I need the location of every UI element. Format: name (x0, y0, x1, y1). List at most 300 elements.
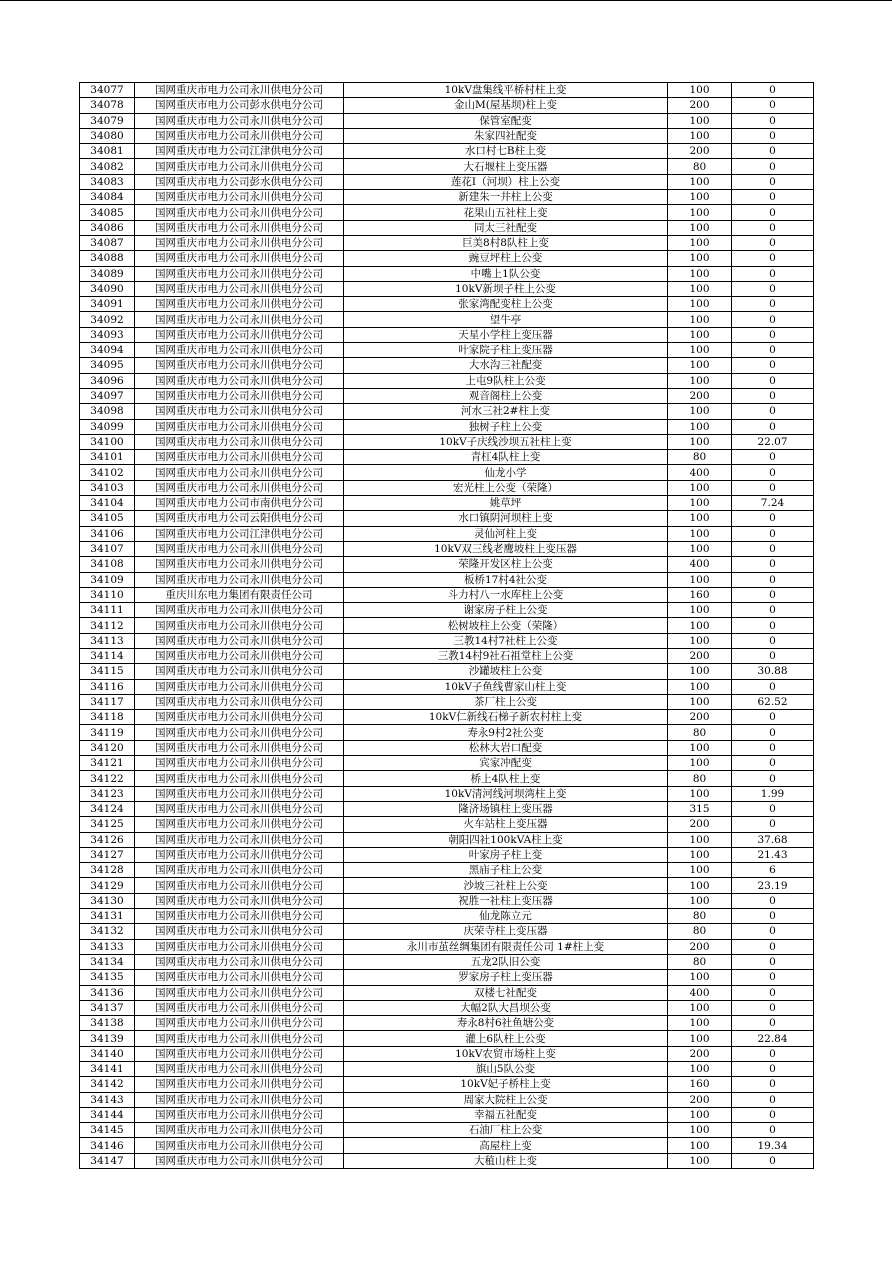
table-row (80, 633, 814, 648)
value-cell: 0 (732, 939, 814, 954)
company-cell: 国网重庆市电力公司永川供电分公司 (135, 1138, 344, 1153)
company-cell: 国网重庆市电力公司永川供电分公司 (135, 786, 344, 801)
value-cell: 6 (732, 863, 814, 878)
capacity-cell: 100 (668, 878, 732, 893)
transformer-name-cell: 石油厂柱上公变 (344, 1123, 668, 1138)
table-row (80, 985, 814, 1000)
capacity-cell: 80 (668, 954, 732, 969)
value-cell: 22.84 (732, 1031, 814, 1046)
value-cell: 0 (732, 1077, 814, 1092)
transformer-name-cell: 中嘴上1队公变 (344, 266, 668, 281)
transformer-name-cell: 罗家房子柱上变压器 (344, 970, 668, 985)
value-cell: 0 (732, 144, 814, 159)
table-row (80, 618, 814, 633)
capacity-cell: 100 (668, 603, 732, 618)
value-cell: 23.19 (732, 878, 814, 893)
value-cell: 0 (732, 327, 814, 342)
capacity-cell: 100 (668, 1138, 732, 1153)
company-cell: 国网重庆市电力公司永川供电分公司 (135, 970, 344, 985)
company-cell: 国网重庆市电力公司永川供电分公司 (135, 939, 344, 954)
table-row (80, 159, 814, 174)
value-cell: 0 (732, 1000, 814, 1015)
table-row (80, 1077, 814, 1092)
value-cell: 37.68 (732, 832, 814, 847)
capacity-cell: 100 (668, 266, 732, 281)
company-cell: 国网重庆市电力公司永川供电分公司 (135, 450, 344, 465)
row-id-cell: 34123 (80, 786, 135, 801)
table-row (80, 893, 814, 908)
table-row (80, 725, 814, 740)
row-id-cell: 34109 (80, 572, 135, 587)
transformer-name-cell: 10kV清河线河坝湾柱上变 (344, 786, 668, 801)
row-id-cell: 34077 (80, 83, 135, 98)
table-row (80, 235, 814, 250)
row-id-cell: 34135 (80, 970, 135, 985)
table-row (80, 220, 814, 235)
transformer-name-cell: 10kV子鱼线曹家山柱上变 (344, 679, 668, 694)
capacity-cell: 100 (668, 511, 732, 526)
capacity-cell: 100 (668, 251, 732, 266)
capacity-cell: 100 (668, 893, 732, 908)
transformer-name-cell: 幸福五社配变 (344, 1107, 668, 1122)
value-cell: 0 (732, 710, 814, 725)
capacity-cell: 100 (668, 83, 732, 98)
transformer-name-cell: 黑庙子柱上公变 (344, 863, 668, 878)
capacity-cell: 100 (668, 863, 732, 878)
table-row (80, 373, 814, 388)
value-cell: 0 (732, 817, 814, 832)
transformer-name-cell: 新建朱一井柱上公变 (344, 190, 668, 205)
value-cell: 0 (732, 801, 814, 816)
row-id-cell: 34121 (80, 756, 135, 771)
company-cell: 国网重庆市电力公司永川供电分公司 (135, 756, 344, 771)
value-cell: 0 (732, 557, 814, 572)
table-row (80, 113, 814, 128)
company-cell: 国网重庆市电力公司永川供电分公司 (135, 633, 344, 648)
transformer-name-cell: 旗山5队公变 (344, 1062, 668, 1077)
company-cell: 国网重庆市电力公司永川供电分公司 (135, 603, 344, 618)
capacity-cell: 80 (668, 924, 732, 939)
company-cell: 国网重庆市电力公司永川供电分公司 (135, 954, 344, 969)
transformer-name-cell: 庆荣寺柱上变压器 (344, 924, 668, 939)
company-cell: 国网重庆市电力公司彭水供电分公司 (135, 174, 344, 189)
value-cell: 0 (732, 756, 814, 771)
capacity-cell: 200 (668, 1092, 732, 1107)
value-cell: 0 (732, 633, 814, 648)
row-id-cell: 34130 (80, 893, 135, 908)
company-cell: 国网重庆市电力公司永川供电分公司 (135, 557, 344, 572)
company-cell: 国网重庆市电力公司永川供电分公司 (135, 817, 344, 832)
company-cell: 国网重庆市电力公司永川供电分公司 (135, 541, 344, 556)
transformer-name-cell: 水口镇阴河坝柱上变 (344, 511, 668, 526)
transformer-name-cell: 灵仙河柱上变 (344, 526, 668, 541)
value-cell: 0 (732, 465, 814, 480)
transformer-name-cell: 10kV双三线老鹰坡柱上变压器 (344, 541, 668, 556)
row-id-cell: 34111 (80, 603, 135, 618)
company-cell: 国网重庆市电力公司永川供电分公司 (135, 343, 344, 358)
capacity-cell: 100 (668, 832, 732, 847)
table-row (80, 572, 814, 587)
table-row (80, 603, 814, 618)
table-row (80, 434, 814, 449)
company-cell: 国网重庆市电力公司永川供电分公司 (135, 878, 344, 893)
transformer-name-cell: 河水三社2#柱上变 (344, 404, 668, 419)
transformer-name-cell: 观音阁柱上公变 (344, 388, 668, 403)
transformer-name-cell: 水口村七B柱上变 (344, 144, 668, 159)
capacity-cell: 80 (668, 159, 732, 174)
table-row (80, 83, 814, 98)
row-id-cell: 34080 (80, 128, 135, 143)
table-row (80, 174, 814, 189)
capacity-cell: 100 (668, 541, 732, 556)
transformer-name-cell: 10kV子庆线沙坝五社柱上变 (344, 434, 668, 449)
company-cell: 国网重庆市电力公司永川供电分公司 (135, 434, 344, 449)
company-cell: 国网重庆市电力公司永川供电分公司 (135, 373, 344, 388)
company-cell: 国网重庆市电力公司永川供电分公司 (135, 740, 344, 755)
table-row (80, 205, 814, 220)
value-cell: 0 (732, 343, 814, 358)
value-cell: 0 (732, 358, 814, 373)
company-cell: 国网重庆市电力公司永川供电分公司 (135, 664, 344, 679)
transformer-name-cell: 板桥17村4社公变 (344, 572, 668, 587)
transformer-name-cell: 大石堰柱上变压器 (344, 159, 668, 174)
capacity-cell: 100 (668, 970, 732, 985)
row-id-cell: 34085 (80, 205, 135, 220)
company-cell: 国网重庆市电力公司永川供电分公司 (135, 1046, 344, 1061)
company-cell: 国网重庆市电力公司永川供电分公司 (135, 924, 344, 939)
table-row (80, 541, 814, 556)
value-cell: 0 (732, 909, 814, 924)
value-cell: 0 (732, 572, 814, 587)
company-cell: 国网重庆市电力公司永川供电分公司 (135, 909, 344, 924)
transformer-name-cell: 10kV妃子桥柱上变 (344, 1077, 668, 1092)
value-cell: 19.34 (732, 1138, 814, 1153)
capacity-cell: 315 (668, 801, 732, 816)
company-cell: 国网重庆市电力公司永川供电分公司 (135, 480, 344, 495)
company-cell: 国网重庆市电力公司永川供电分公司 (135, 465, 344, 480)
capacity-cell: 200 (668, 817, 732, 832)
company-cell: 国网重庆市电力公司永川供电分公司 (135, 985, 344, 1000)
capacity-cell: 80 (668, 909, 732, 924)
capacity-cell: 100 (668, 1016, 732, 1031)
row-id-cell: 34136 (80, 985, 135, 1000)
capacity-cell: 100 (668, 128, 732, 143)
value-cell: 0 (732, 419, 814, 434)
value-cell: 0 (732, 725, 814, 740)
capacity-cell: 400 (668, 985, 732, 1000)
row-id-cell: 34117 (80, 694, 135, 709)
row-id-cell: 34095 (80, 358, 135, 373)
company-cell: 国网重庆市电力公司永川供电分公司 (135, 404, 344, 419)
table-row (80, 771, 814, 786)
row-id-cell: 34082 (80, 159, 135, 174)
value-cell: 0 (732, 480, 814, 495)
table-row (80, 465, 814, 480)
row-id-cell: 34083 (80, 174, 135, 189)
transformer-name-cell: 张家湾配变柱上公变 (344, 297, 668, 312)
company-cell: 国网重庆市电力公司永川供电分公司 (135, 419, 344, 434)
table-row (80, 1062, 814, 1077)
row-id-cell: 34126 (80, 832, 135, 847)
company-cell: 国网重庆市电力公司永川供电分公司 (135, 1092, 344, 1107)
company-cell: 国网重庆市电力公司永川供电分公司 (135, 618, 344, 633)
table-row (80, 251, 814, 266)
capacity-cell: 100 (668, 786, 732, 801)
table-row (80, 954, 814, 969)
capacity-cell: 100 (668, 434, 732, 449)
row-id-cell: 34093 (80, 327, 135, 342)
table-row (80, 557, 814, 572)
row-id-cell: 34110 (80, 587, 135, 602)
transformer-name-cell: 朝阳四社100kVA柱上变 (344, 832, 668, 847)
table-row (80, 1031, 814, 1046)
row-id-cell: 34101 (80, 450, 135, 465)
capacity-cell: 100 (668, 633, 732, 648)
capacity-cell: 100 (668, 419, 732, 434)
table-row (80, 419, 814, 434)
value-cell: 0 (732, 541, 814, 556)
row-id-cell: 34113 (80, 633, 135, 648)
row-id-cell: 34133 (80, 939, 135, 954)
value-cell: 0 (732, 251, 814, 266)
row-id-cell: 34142 (80, 1077, 135, 1092)
value-cell: 62.52 (732, 694, 814, 709)
capacity-cell: 100 (668, 1000, 732, 1015)
capacity-cell: 100 (668, 404, 732, 419)
value-cell: 0 (732, 954, 814, 969)
capacity-cell: 100 (668, 327, 732, 342)
capacity-cell: 100 (668, 1123, 732, 1138)
value-cell: 0 (732, 83, 814, 98)
capacity-cell: 100 (668, 174, 732, 189)
value-cell: 0 (732, 266, 814, 281)
company-cell: 国网重庆市电力公司彭水供电分公司 (135, 98, 344, 113)
company-cell: 国网重庆市电力公司市南供电分公司 (135, 496, 344, 511)
row-id-cell: 34128 (80, 863, 135, 878)
transformer-name-cell: 三教14村9社石祖堂柱上公变 (344, 648, 668, 663)
row-id-cell: 34147 (80, 1153, 135, 1168)
capacity-cell: 100 (668, 618, 732, 633)
table-row (80, 587, 814, 602)
company-cell: 国网重庆市电力公司永川供电分公司 (135, 572, 344, 587)
transformer-name-cell: 10kV盘集线平桥村柱上变 (344, 83, 668, 98)
table-row (80, 343, 814, 358)
table-row (80, 1046, 814, 1061)
company-cell: 国网重庆市电力公司永川供电分公司 (135, 1123, 344, 1138)
company-cell: 国网重庆市电力公司永川供电分公司 (135, 694, 344, 709)
value-cell: 0 (732, 526, 814, 541)
transformer-name-cell: 同太三社配变 (344, 220, 668, 235)
transformer-name-cell: 独树子柱上公变 (344, 419, 668, 434)
transformer-name-cell: 灌上6队柱上公变 (344, 1031, 668, 1046)
row-id-cell: 34120 (80, 740, 135, 755)
table-row (80, 190, 814, 205)
company-cell: 国网重庆市电力公司永川供电分公司 (135, 771, 344, 786)
transformer-name-cell: 三教14村7社柱上公变 (344, 633, 668, 648)
capacity-cell: 100 (668, 358, 732, 373)
company-cell: 国网重庆市电力公司永川供电分公司 (135, 190, 344, 205)
company-cell: 国网重庆市电力公司永川供电分公司 (135, 1153, 344, 1168)
table-row (80, 1107, 814, 1122)
capacity-cell: 100 (668, 190, 732, 205)
company-cell: 国网重庆市电力公司永川供电分公司 (135, 893, 344, 908)
value-cell: 0 (732, 679, 814, 694)
row-id-cell: 34144 (80, 1107, 135, 1122)
company-cell: 国网重庆市电力公司永川供电分公司 (135, 327, 344, 342)
transformer-name-cell: 巨美8村8队柱上变 (344, 235, 668, 250)
capacity-cell: 100 (668, 373, 732, 388)
transformer-name-cell: 大稙山柱上变 (344, 1153, 668, 1168)
capacity-cell: 200 (668, 710, 732, 725)
table-row (80, 1092, 814, 1107)
row-id-cell: 34102 (80, 465, 135, 480)
value-cell: 0 (732, 603, 814, 618)
row-id-cell: 34140 (80, 1046, 135, 1061)
value-cell: 0 (732, 113, 814, 128)
row-id-cell: 34108 (80, 557, 135, 572)
company-cell: 国网重庆市电力公司永川供电分公司 (135, 128, 344, 143)
table-row (80, 710, 814, 725)
transformer-name-cell: 松林大岩口配变 (344, 740, 668, 755)
table-row (80, 924, 814, 939)
transformer-name-cell: 叶家院子柱上变压器 (344, 343, 668, 358)
row-id-cell: 34141 (80, 1062, 135, 1077)
transformer-name-cell: 谢家房子柱上公变 (344, 603, 668, 618)
table-row (80, 1138, 814, 1153)
row-id-cell: 34129 (80, 878, 135, 893)
value-cell: 0 (732, 174, 814, 189)
row-id-cell: 34125 (80, 817, 135, 832)
capacity-cell: 100 (668, 740, 732, 755)
transformer-name-cell: 宾家冲配变 (344, 756, 668, 771)
row-id-cell: 34146 (80, 1138, 135, 1153)
capacity-cell: 200 (668, 98, 732, 113)
company-cell: 国网重庆市电力公司永川供电分公司 (135, 648, 344, 663)
transformer-name-cell: 火车站柱上变压器 (344, 817, 668, 832)
row-id-cell: 34081 (80, 144, 135, 159)
transformer-name-cell: 高屋柱上变 (344, 1138, 668, 1153)
table-row (80, 679, 814, 694)
value-cell: 0 (732, 1062, 814, 1077)
transformer-name-cell: 沙罐坡柱上公变 (344, 664, 668, 679)
capacity-cell: 100 (668, 281, 732, 296)
capacity-cell: 200 (668, 648, 732, 663)
capacity-cell: 100 (668, 343, 732, 358)
company-cell: 国网重庆市电力公司永川供电分公司 (135, 1107, 344, 1122)
table-row (80, 740, 814, 755)
table-row (80, 970, 814, 985)
capacity-cell: 100 (668, 496, 732, 511)
value-cell: 0 (732, 1092, 814, 1107)
table-row (80, 312, 814, 327)
value-cell: 22.07 (732, 434, 814, 449)
capacity-cell: 100 (668, 1062, 732, 1077)
table-row (80, 801, 814, 816)
company-cell: 国网重庆市电力公司永川供电分公司 (135, 235, 344, 250)
table-row (80, 496, 814, 511)
transformer-table (79, 82, 814, 1169)
company-cell: 国网重庆市电力公司永川供电分公司 (135, 725, 344, 740)
row-id-cell: 34116 (80, 679, 135, 694)
table-row (80, 480, 814, 495)
capacity-cell: 100 (668, 526, 732, 541)
row-id-cell: 34097 (80, 388, 135, 403)
capacity-cell: 100 (668, 312, 732, 327)
row-id-cell: 34096 (80, 373, 135, 388)
value-cell: 0 (732, 373, 814, 388)
transformer-name-cell: 五龙2队旧公变 (344, 954, 668, 969)
capacity-cell: 400 (668, 557, 732, 572)
transformer-name-cell: 桥上4队柱上变 (344, 771, 668, 786)
value-cell: 0 (732, 312, 814, 327)
company-cell: 国网重庆市电力公司永川供电分公司 (135, 847, 344, 862)
company-cell: 国网重庆市电力公司永川供电分公司 (135, 388, 344, 403)
capacity-cell: 200 (668, 1046, 732, 1061)
row-id-cell: 34091 (80, 297, 135, 312)
company-cell: 国网重庆市电力公司永川供电分公司 (135, 710, 344, 725)
value-cell: 0 (732, 740, 814, 755)
value-cell: 0 (732, 190, 814, 205)
value-cell: 0 (732, 771, 814, 786)
table-row (80, 128, 814, 143)
transformer-name-cell: 天星小学柱上变压器 (344, 327, 668, 342)
row-id-cell: 34079 (80, 113, 135, 128)
transformer-name-cell: 朱家四社配变 (344, 128, 668, 143)
table-row (80, 817, 814, 832)
row-id-cell: 34127 (80, 847, 135, 862)
row-id-cell: 34143 (80, 1092, 135, 1107)
value-cell: 0 (732, 924, 814, 939)
table-row (80, 358, 814, 373)
table-row (80, 863, 814, 878)
table-row (80, 1153, 814, 1168)
row-id-cell: 34145 (80, 1123, 135, 1138)
table-row (80, 694, 814, 709)
value-cell: 0 (732, 618, 814, 633)
row-id-cell: 34094 (80, 343, 135, 358)
row-id-cell: 34090 (80, 281, 135, 296)
transformer-name-cell: 花果山五社柱上变 (344, 205, 668, 220)
company-cell: 重庆川东电力集团有限责任公司 (135, 587, 344, 602)
row-id-cell: 34119 (80, 725, 135, 740)
table-row (80, 526, 814, 541)
value-cell: 1.99 (732, 786, 814, 801)
value-cell: 0 (732, 511, 814, 526)
transformer-name-cell: 双楼七社配变 (344, 985, 668, 1000)
company-cell: 国网重庆市电力公司永川供电分公司 (135, 113, 344, 128)
table-row (80, 878, 814, 893)
company-cell: 国网重庆市电力公司永川供电分公司 (135, 1031, 344, 1046)
company-cell: 国网重庆市电力公司永川供电分公司 (135, 679, 344, 694)
transformer-name-cell: 永川市茧丝绸集团有限责任公司 1#柱上变 (344, 939, 668, 954)
transformer-name-cell: 莲花I（河坝）柱上公变 (344, 174, 668, 189)
row-id-cell: 34115 (80, 664, 135, 679)
capacity-cell: 100 (668, 480, 732, 495)
company-cell: 国网重庆市电力公司永川供电分公司 (135, 297, 344, 312)
capacity-cell: 80 (668, 725, 732, 740)
transformer-name-cell: 10kV新坝子柱上公变 (344, 281, 668, 296)
table-body (80, 83, 814, 1169)
company-cell: 国网重庆市电力公司云阳供电分公司 (135, 511, 344, 526)
transformer-name-cell: 祝胜一社柱上变压器 (344, 893, 668, 908)
row-id-cell: 34112 (80, 618, 135, 633)
row-id-cell: 34138 (80, 1016, 135, 1031)
row-id-cell: 34087 (80, 235, 135, 250)
row-id-cell: 34139 (80, 1031, 135, 1046)
transformer-name-cell: 保管室配变 (344, 113, 668, 128)
transformer-name-cell: 姚草坪 (344, 496, 668, 511)
value-cell: 0 (732, 159, 814, 174)
